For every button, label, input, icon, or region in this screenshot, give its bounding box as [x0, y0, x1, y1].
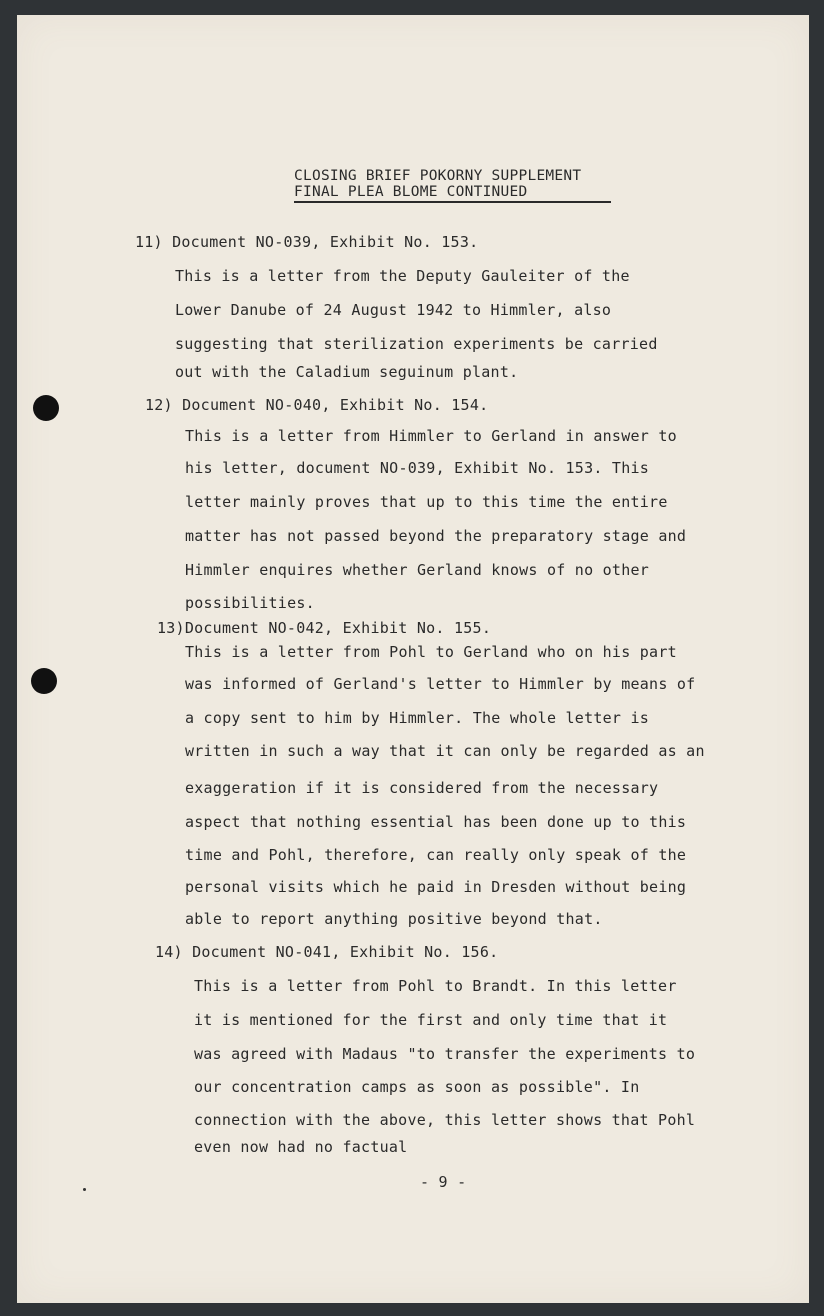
page-number: - 9 - — [420, 1173, 467, 1191]
item-13-line: was informed of Gerland's letter to Himmler by means of — [185, 675, 696, 693]
item-12-line: possibilities. — [185, 594, 315, 612]
heading-underline — [294, 201, 611, 203]
item-11-header: 11) Document NO-039, Exhibit No. 153. — [135, 233, 479, 251]
item-14-line: This is a letter from Pohl to Brandt. In this letter — [194, 977, 677, 995]
item-12-line: This is a letter from Himmler to Gerland in answer to — [185, 427, 677, 445]
item-11-line: out with the Caladium seguinum plant. — [175, 363, 519, 381]
item-12-header: 12) Document NO-040, Exhibit No. 154. — [145, 396, 489, 414]
item-13-line: personal visits which he paid in Dresden without being — [185, 878, 687, 896]
item-14-line: our concentration camps as soon as possible". In — [194, 1078, 640, 1096]
item-11-line: This is a letter from the Deputy Gauleiter of the — [175, 267, 630, 285]
item-12-line: letter mainly proves that up to this time the entire — [185, 493, 668, 511]
item-13-line: able to report anything positive beyond that. — [185, 910, 603, 928]
item-12-line: his letter, document NO-039, Exhibit No. 153. This — [185, 459, 650, 477]
item-14-line: it is mentioned for the first and only time that it — [194, 1011, 668, 1029]
item-13-line: This is a letter from Pohl to Gerland who on his part — [185, 643, 677, 661]
item-13-line: exaggeration if it is considered from the necessary — [185, 779, 659, 797]
item-12-line: Himmler enquires whether Gerland knows of no other — [185, 561, 650, 579]
item-13-line: aspect that nothing essential has been done up to this — [185, 813, 687, 831]
item-14-line: was agreed with Madaus "to transfer the experiments to — [194, 1045, 696, 1063]
item-11-line: suggesting that sterilization experiments be carried — [175, 335, 658, 353]
item-14-header: 14) Document NO-041, Exhibit No. 156. — [155, 943, 499, 961]
heading-line-1: CLOSING BRIEF POKORNY SUPPLEMENT — [294, 168, 582, 184]
item-13-line: written in such a way that it can only be regarded as an — [185, 742, 705, 760]
item-11-line: Lower Danube of 24 August 1942 to Himmler, also — [175, 301, 612, 319]
item-12-line: matter has not passed beyond the preparatory stage and — [185, 527, 687, 545]
punch-hole-bottom — [31, 668, 57, 694]
item-13-header: 13)Document NO-042, Exhibit No. 155. — [157, 619, 492, 637]
ink-speck — [83, 1188, 86, 1191]
item-13-line: a copy sent to him by Himmler. The whole letter is — [185, 709, 650, 727]
item-13-line: time and Pohl, therefore, can really only speak of the — [185, 846, 687, 864]
heading-line-2: FINAL PLEA BLOME CONTINUED — [294, 184, 528, 200]
item-14-line: connection with the above, this letter shows that Pohl — [194, 1111, 696, 1129]
punch-hole-top — [33, 395, 59, 421]
item-14-line: even now had no factual — [194, 1138, 408, 1156]
